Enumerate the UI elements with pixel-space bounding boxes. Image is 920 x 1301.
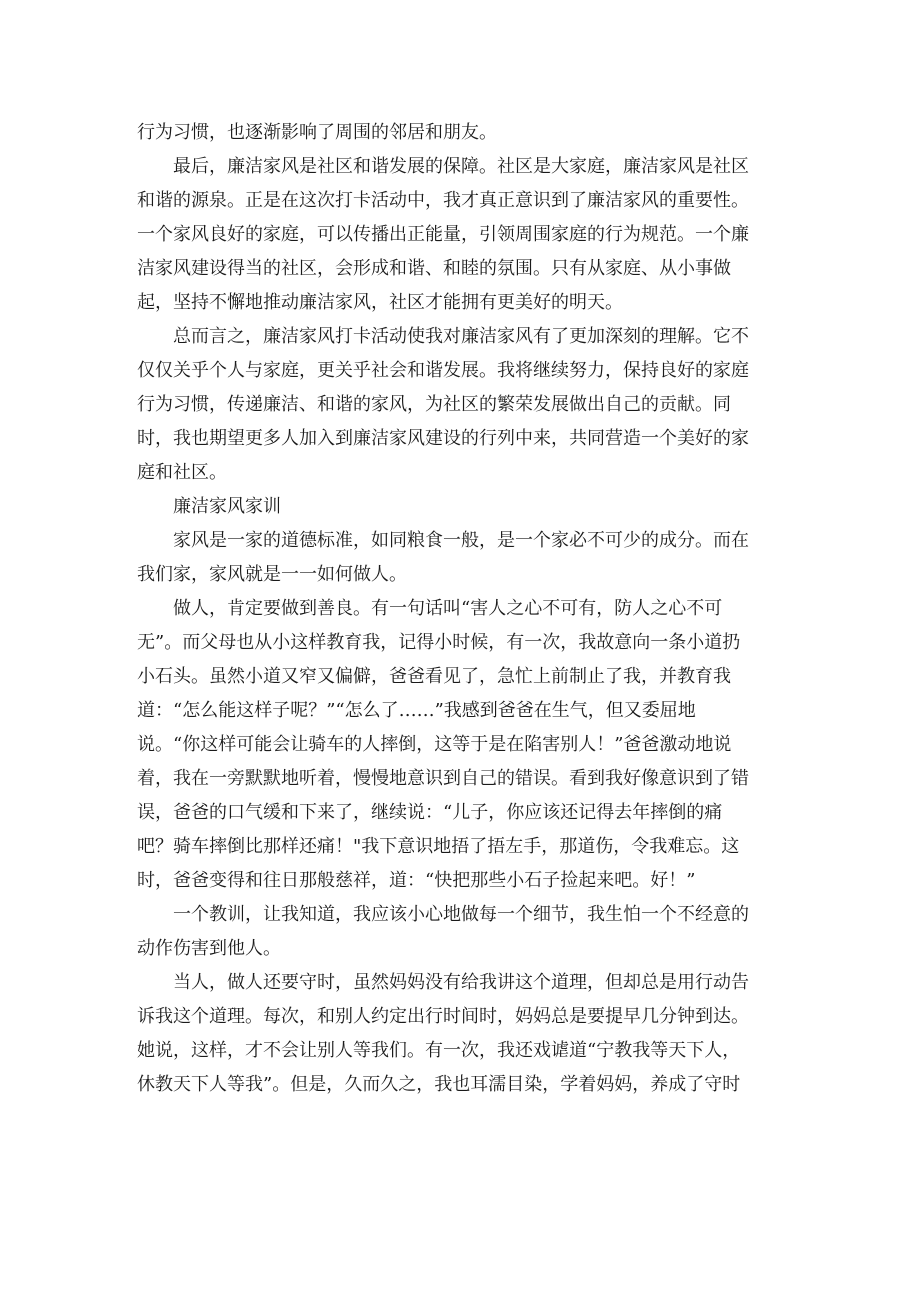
paragraph-line: 吧？骑车摔倒比那样还痛！"我下意识地捂了捂左手，那道伤，令我难忘。这 <box>137 836 740 857</box>
paragraph-line: 道：“怎么能这样子呢？”“怎么了……”我感到爸爸在生气，但又委屈地 <box>137 700 696 721</box>
paragraph-line: 她说，这样，才不会让别人等我们。有一次，我还戏谑道“宁教我等天下人， <box>137 1040 741 1061</box>
paragraph-line: 起，坚持不懈地推动廉洁家风，社区才能拥有更美好的明天。 <box>137 292 623 313</box>
paragraph-line: 说。“你这样可能会让骑车的人摔倒，这等于是在陷害别人！”爸爸激动地说 <box>137 734 732 755</box>
paragraph-line: 我们家，家风就是一一如何做人。 <box>137 564 407 585</box>
paragraph-line: 最后，廉洁家风是社区和谐发展的保障。社区是大家庭，廉洁家风是社区 <box>173 156 749 177</box>
paragraph-line: 仅仅关乎个人与家庭，更关乎社会和谐发展。我将继续努力，保持良好的家庭 <box>137 360 749 381</box>
paragraph-line: 做人，肯定要做到善良。有一句话叫“害人之心不可有，防人之心不可 <box>173 598 723 619</box>
paragraph-line: 小石头。虽然小道又窄又偏僻，爸爸看见了，急忙上前制止了我，并教育我 <box>137 666 731 687</box>
paragraph-line: 时，我也期望更多人加入到廉洁家风建设的行列中来，共同营造一个美好的家 <box>137 428 749 449</box>
paragraph-line: 动作伤害到他人。 <box>137 938 281 959</box>
paragraph-line: 时，爸爸变得和往日那般慈祥，道：“快把那些小石子捡起来吧。好！” <box>137 870 696 891</box>
paragraph-line: 洁家风建设得当的社区，会形成和谐、和睦的氛围。只有从家庭、从小事做 <box>137 258 731 279</box>
paragraph-line: 误，爸爸的口气缓和下来了，继续说：“儿子，你应该还记得去年摔倒的痛 <box>137 802 723 823</box>
paragraph-line: 和谐的源泉。正是在这次打卡活动中，我才真正意识到了廉洁家风的重要性。 <box>137 190 749 211</box>
paragraph-line: 总而言之，廉洁家风打卡活动使我对廉洁家风有了更加深刻的理解。它不 <box>173 326 749 347</box>
paragraph-line: 休教天下人等我”。但是，久而久之，我也耳濡目染，学着妈妈，养成了守时 <box>137 1074 741 1095</box>
paragraph-line: 诉我这个道理。每次，和别人约定出行时间时，妈妈总是要提早几分钟到达。 <box>137 1006 749 1027</box>
document-body <box>137 116 777 1102</box>
paragraph-line: 行为习惯，也逐渐影响了周围的邻居和朋友。 <box>137 122 497 143</box>
paragraph-line: 着，我在一旁默默地听着，慢慢地意识到自己的错误。看到我好像意识到了错 <box>137 768 749 789</box>
paragraph-line: 当人，做人还要守时，虽然妈妈没有给我讲这个道理，但却总是用行动告 <box>173 972 749 993</box>
paragraph-line: 一个教训，让我知道，我应该小心地做每一个细节，我生怕一个不经意的 <box>173 904 749 925</box>
paragraph-line: 行为习惯，传递廉洁、和谐的家风，为社区的繁荣发展做出自己的贡献。同 <box>137 394 731 415</box>
section-heading: 廉洁家风家训 <box>173 496 281 517</box>
paragraph-line: 无”。而父母也从小这样教育我，记得小时候，有一次，我故意向一条小道扔 <box>137 632 741 653</box>
paragraph-line: 一个家风良好的家庭，可以传播出正能量，引领周围家庭的行为规范。一个廉 <box>137 224 749 245</box>
paragraph-line: 家风是一家的道德标准，如同粮食一般，是一个家必不可少的成分。而在 <box>173 530 749 551</box>
paragraph-line: 庭和社区。 <box>137 462 227 483</box>
